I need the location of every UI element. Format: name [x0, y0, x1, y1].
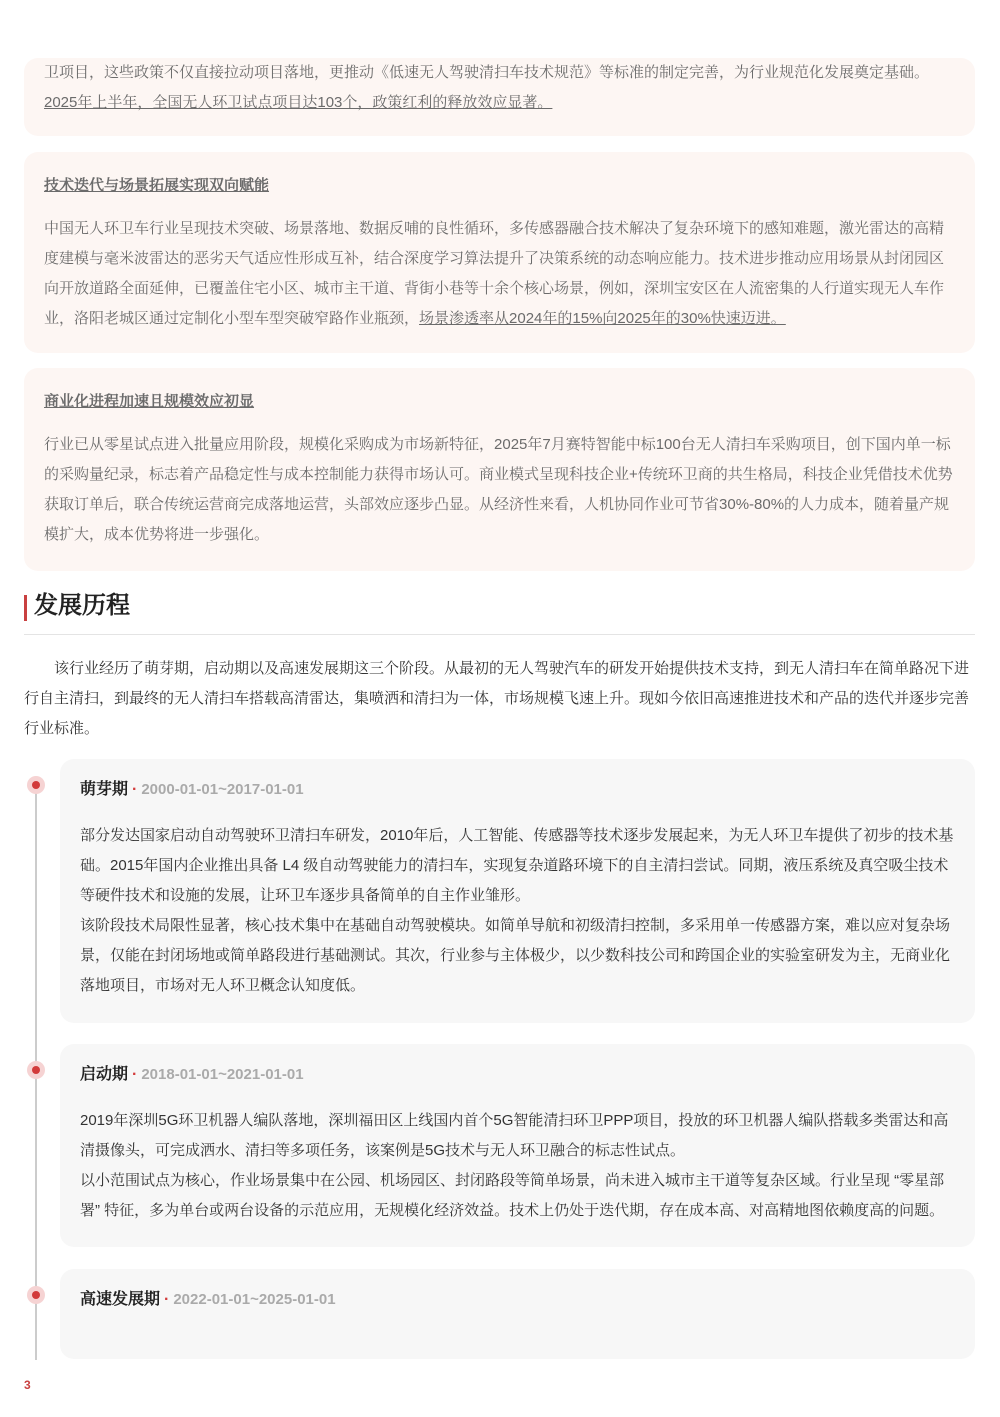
stage-paragraph: 以小范围试点为核心，作业场景集中在公园、机场园区、封闭路段等简单场景，尚未进入城市主干道等复杂区域。行业呈现 “零星部署” 特征，多为单台或两台设备的示范应用，无规模化经济效益。技术上仍处于迭代期，存在成本高、对高精地图依赖度高的问题。: [80, 1172, 945, 1219]
card-highlight: 场景渗透率从2024年的15%向2025年的30%快速迈进。: [419, 310, 786, 327]
stage-paragraph: 2019年深圳5G环卫机器人编队落地，深圳福田区上线国内首个5G智能清扫环卫PPP项目，投放的环卫机器人编队搭载多类雷达和高清摄像头，可完成洒水、清扫等多项任务，该案例是5G技术与无人环卫融合的标志性试点。: [80, 1112, 949, 1159]
commercial-card: [24, 368, 975, 571]
timeline-dot-icon: [27, 1061, 45, 1079]
card-text: 中国无人环卫车行业呈现技术突破、场景落地、数据反哺的良性循环，多传感器融合技术解决了复杂环境下的感知难题，激光雷达的高精度建模与毫米波雷达的恶劣天气适应性形成互补，结合深度学习算法提升了决策系统的动态响应能力。技术进步推动应用场景从封闭园区向开放道路全面延伸，已覆盖住宅小区、城市主干道、背街小巷等十余个核心场景，例如，深圳宝安区在人流密集的人行道实现无人车作业，洛阳老城区通过定制化小型车型突破窄路作业瓶颈，: [44, 220, 945, 327]
card-title: 技术迭代与场景拓展实现双向赋能: [44, 177, 270, 194]
stage-card-startup: [60, 1044, 975, 1247]
card-text: 卫项目，这些政策不仅直接拉动项目落地，更推动《低速无人驾驶清扫车技术规范》等标准的制定完善，为行业规范化发展奠定基础。: [44, 64, 930, 81]
policy-card: [24, 58, 975, 136]
stage-separator: ·: [132, 1066, 138, 1083]
stage-name: 高速发展期: [80, 1291, 161, 1308]
card-paragraph: [44, 58, 955, 118]
stage-name: 萌芽期: [80, 781, 129, 798]
section-accent-bar: [24, 595, 27, 621]
timeline-dot-icon: [27, 776, 45, 794]
card-paragraph: 行业已从零星试点进入批量应用阶段，规模化采购成为市场新特征，2025年7月赛特智能中标100台无人清扫车采购项目，创下国内单一标的采购量纪录，标志着产品稳定性与成本控制能力获得市场认可。商业模式呈现科技企业+传统环卫商的共生格局，科技企业凭借技术优势获取订单后，联合传统运营商完成落地运营，头部效应逐步凸显。从经济性来看，人机协同作业可节省30%-80%的人力成本，随着量产规模扩大，成本优势将进一步强化。: [44, 436, 953, 543]
stage-header: [80, 1062, 955, 1088]
section-title: 发展历程: [34, 592, 130, 619]
stage-separator: ·: [132, 781, 138, 798]
stage-name: 启动期: [80, 1066, 129, 1083]
stage-card-rapid-growth: [60, 1269, 975, 1359]
section-intro: 该行业经历了萌芽期，启动期以及高速发展期这三个阶段。从最初的无人驾驶汽车的研发开始提供技术支持，到无人清扫车在简单路况下进行自主清扫，到最终的无人清扫车搭载高清雷达，集喷洒和清扫为一体，市场规模飞速上升。现如今依旧高速推进技术和产品的迭代并逐步完善行业标准。: [24, 660, 970, 737]
stage-separator: ·: [164, 1291, 170, 1308]
card-highlight: 2025年上半年，全国无人环卫试点项目达103个，政策红利的释放效应显著。: [44, 94, 553, 111]
stage-date: 2022-01-01~2025-01-01: [173, 1291, 336, 1308]
stage-paragraph: 部分发达国家启动自动驾驶环卫清扫车研发，2010年后，人工智能、传感器等技术逐步发展起来，为无人环卫车提供了初步的技术基础。2015年国内企业推出具备 L4 级自动驾驶能力的清扫车，实现复杂道路环境下的自主清扫尝试。同期，液压系统及真空吸尘技术等硬件技术和设施的发展，让环卫车逐步具备简单的自主作业雏形。: [80, 827, 954, 904]
card-paragraph: [44, 214, 955, 334]
section-header: [24, 590, 975, 635]
stage-paragraph: 该阶段技术局限性显著，核心技术集中在基础自动驾驶模块。如简单导航和初级清扫控制，多采用单一传感器方案，难以应对复杂场景，仅能在封闭场地或简单路段进行基础测试。其次，行业参与主体极少，以少数科技公司和跨国企业的实验室研发为主，无商业化落地项目，市场对无人环卫概念认知度低。: [80, 917, 951, 994]
timeline-dot-icon: [27, 1286, 45, 1304]
page-number: 3: [24, 1378, 31, 1392]
card-title: 商业化进程加速且规模效应初显: [44, 393, 255, 410]
stage-date: 2018-01-01~2021-01-01: [141, 1066, 304, 1083]
stage-date: 2000-01-01~2017-01-01: [141, 781, 304, 798]
stage-header: [80, 777, 955, 803]
stage-header: [80, 1287, 955, 1313]
tech-card: [24, 152, 975, 353]
stage-card-sprout: [60, 759, 975, 1023]
